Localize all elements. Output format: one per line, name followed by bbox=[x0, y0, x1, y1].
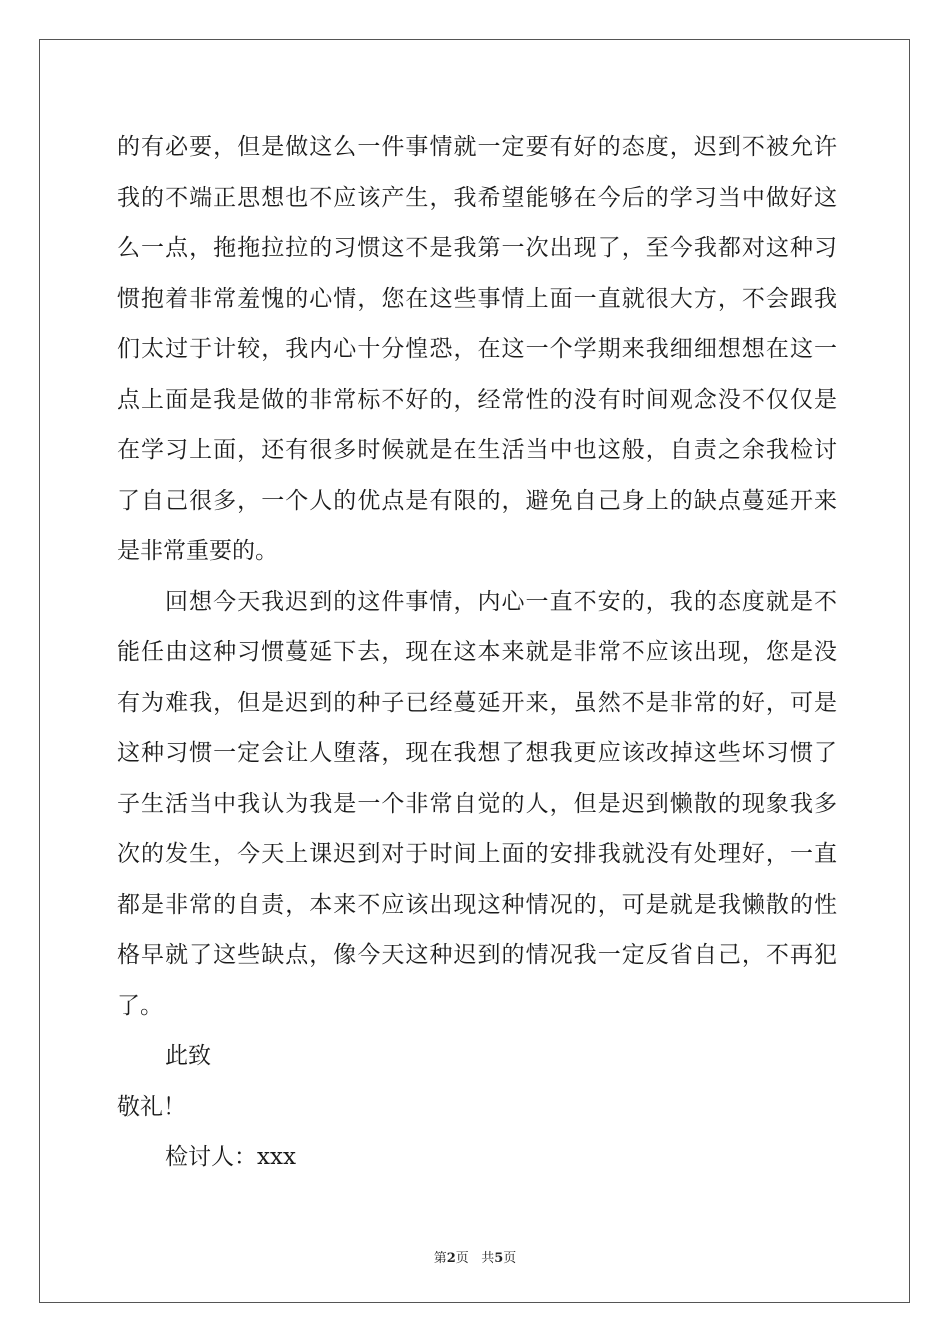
text-line: 么一点，拖拖拉拉的习惯这不是我第一次出现了，至今我都对这种习 bbox=[117, 235, 837, 261]
text-line: 点上面是我是做的非常标不好的，经常性的没有时间观念没不仅仅是 bbox=[117, 386, 837, 413]
text-line: 惯抱着非常羞愧的心情，您在这些事情上面一直就很大方，不会跟我 bbox=[117, 285, 837, 312]
text-line: 这种习惯一定会让人堕落，现在我想了想我更应该改掉这些坏习惯了 bbox=[117, 740, 837, 766]
text-line: 是非常重要的。 bbox=[117, 538, 278, 564]
page-suffix: 页 bbox=[455, 1251, 469, 1266]
total-pages: 5 bbox=[494, 1251, 504, 1266]
signature: 检讨人：xxx bbox=[165, 1144, 296, 1170]
document-body bbox=[117, 122, 837, 1183]
text-line: 子生活当中我认为我是一个非常自觉的人，但是迟到懒散的现象我多 bbox=[117, 790, 837, 817]
text-line: 有为难我，但是迟到的种子已经蔓延开来，虽然不是非常的好，可是 bbox=[117, 689, 837, 716]
text-line: 能任由这种习惯蔓延下去，现在这本来就是非常不应该出现，您是没 bbox=[117, 639, 837, 665]
text-line: 了自己很多，一个人的优点是有限的，避免自己身上的缺点蔓延开来 bbox=[117, 487, 837, 514]
paragraph-1 bbox=[117, 122, 837, 577]
page-prefix: 第 bbox=[433, 1251, 447, 1266]
total-prefix: 共 bbox=[481, 1251, 495, 1266]
total-suffix: 页 bbox=[503, 1251, 517, 1266]
text-line: 们太过于计较，我内心十分惶恐，在这一个学期来我细细想想在这一 bbox=[117, 336, 837, 362]
text-line: 了。 bbox=[117, 992, 163, 1019]
text-line: 次的发生，今天上课迟到对于时间上面的安排我就没有处理好，一直 bbox=[117, 841, 837, 867]
text-line: 的有必要，但是做这么一件事情就一定要有好的态度，迟到不被允许 bbox=[117, 134, 837, 160]
page-footer bbox=[0, 1247, 950, 1266]
text-line: 回想今天我迟到的这件事情，内心一直不安的，我的态度就是不 bbox=[165, 588, 837, 615]
text-line: 在学习上面，还有很多时候就是在生活当中也这般，自责之余我检讨 bbox=[117, 437, 837, 463]
salutation: 此致 bbox=[165, 1043, 211, 1069]
text-line: 我的不端正思想也不应该产生，我希望能够在今后的学习当中做好这 bbox=[117, 184, 837, 211]
paragraph-2 bbox=[117, 577, 837, 1032]
text-line: 格早就了这些缺点，像今天这种迟到的情况我一定反省自己，不再犯 bbox=[117, 942, 837, 968]
page-number: 2 bbox=[446, 1251, 456, 1266]
respect-line: 敬礼！ bbox=[117, 1093, 186, 1120]
text-line: 都是非常的自责，本来不应该出现这种情况的，可是就是我懒散的性 bbox=[117, 891, 837, 918]
